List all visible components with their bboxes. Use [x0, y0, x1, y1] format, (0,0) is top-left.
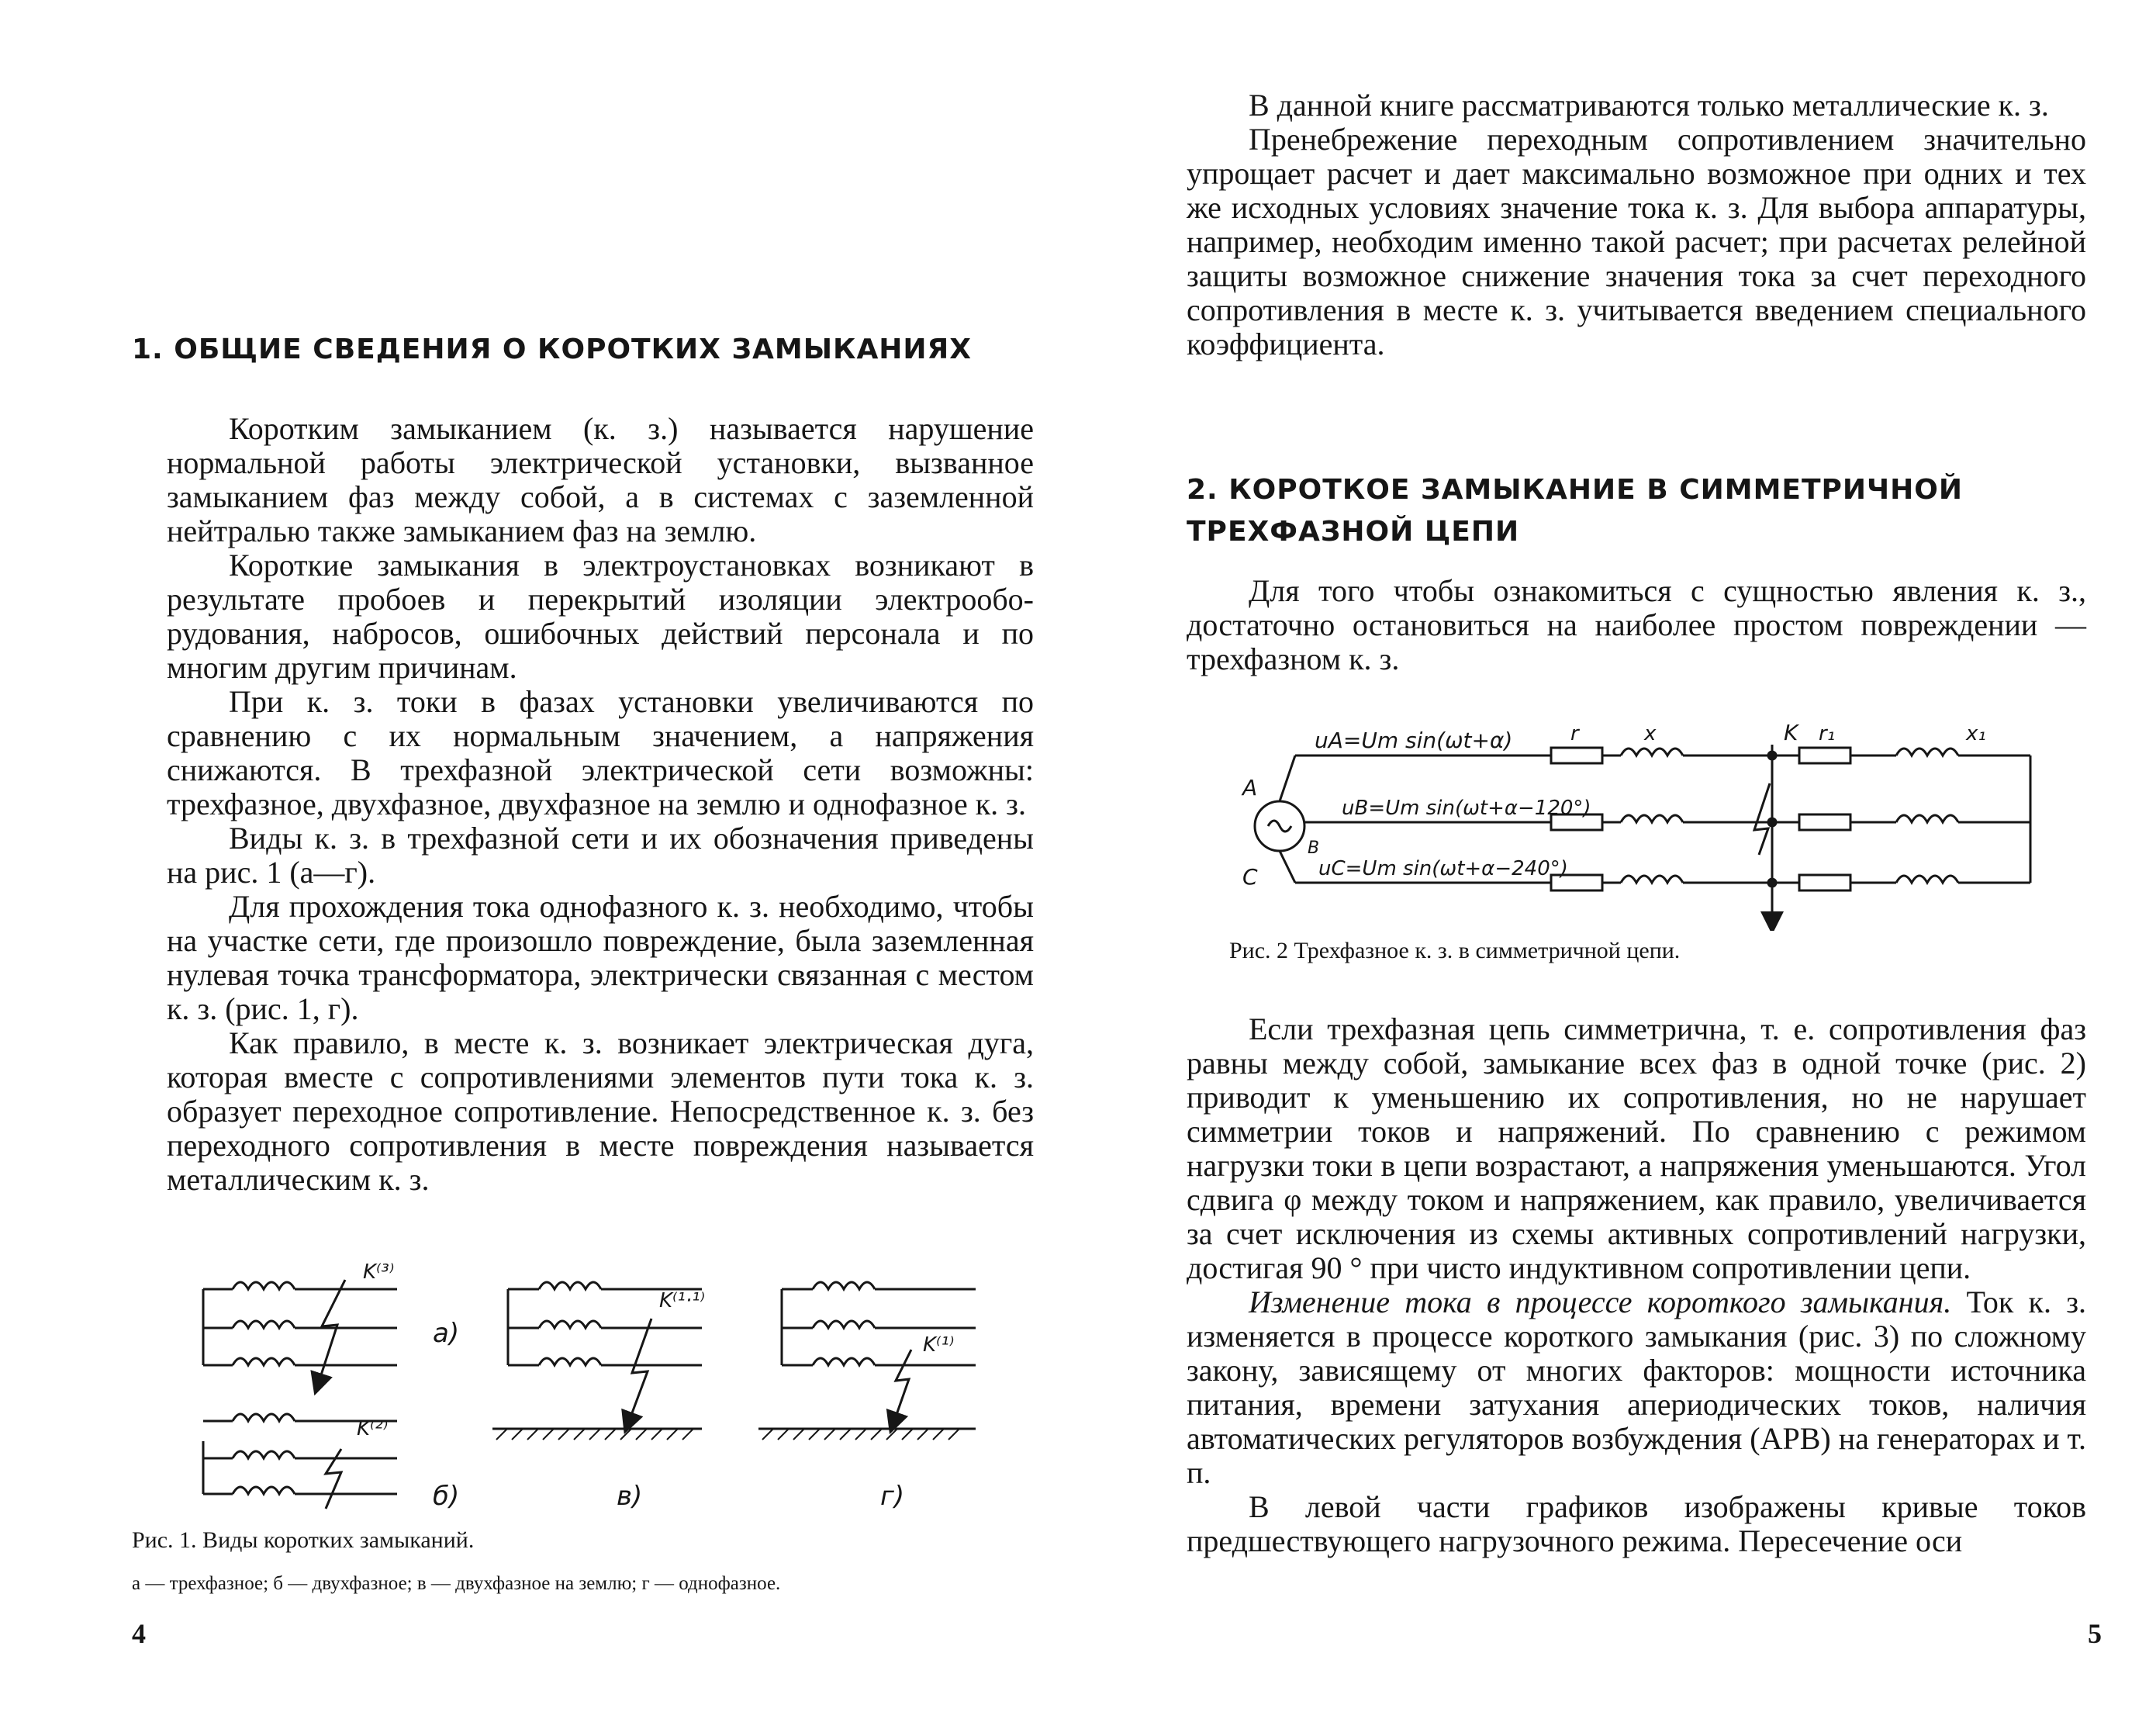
diagram-a-three-phase	[203, 1280, 397, 1385]
label-r1: r₁	[1819, 722, 1836, 745]
label-phase-a: A	[1242, 775, 1258, 800]
label-k3: K⁽³⁾	[363, 1260, 395, 1284]
label-k2: K⁽²⁾	[357, 1417, 389, 1440]
paragraph: Пренебрежение переходным сопротивлением значительно упрощает расчет и дает максимально возможное при одних и тех же исходных условиях значение тока к. з. Для выбора аппаратуры, например, необходим именно такой расчет; при расчетах релейной защиты возможное снижение значения тока за счет переходного сопротивления в месте к. з. учитывается введением специального коэффициента.	[1187, 122, 2086, 361]
figure-1-caption: Рис. 1. Виды коротких замыканий.	[132, 1527, 475, 1553]
right-intro2-text	[1187, 574, 2086, 676]
figure-1-fault-types	[186, 1249, 1008, 1513]
paragraph: В данной книге рассматриваются только металлические к. з.	[1249, 88, 2049, 123]
label-v: в)	[617, 1481, 643, 1512]
right-page	[1078, 0, 2156, 1715]
right-intro-text	[1187, 88, 2086, 361]
paragraph: Если трехфазная цепь симметрична, т. е. сопротивления фаз равны между собой, замыкание всех фаз в одной точке (рис. 2) приводит к уменьшению их сопротивления, но не нарушает симметрии токов и напряжений. По сравнению с режимом нагрузки токи в цепи возрастают, а напряжения уменьшаются. Угол сдвига φ между током и напряжением, как правило, увеличивается за счет исключения из схемы активных сопротивлений нагрузки, достигая 90 ° при чисто индуктивном сопротивлении цепи.	[1187, 1011, 2086, 1285]
diagram-g-single-phase	[758, 1282, 976, 1440]
label-r: r	[1570, 722, 1579, 745]
right-body-text	[1187, 1012, 2086, 1558]
paragraph: Для прохождения тока однофазного к. з. необходимо, чтобы на участке сети, где произошло повреждение, была заземленная нулевая точка трансформатора, электрически связанная с местом к. з. (рис. 1, г).	[167, 889, 1034, 1026]
label-a: а)	[433, 1318, 460, 1349]
paragraph-change	[1187, 1285, 2086, 1490]
paragraph-change-text: Ток к. з. изменяется в процессе короткого замыкания (рис. 3) по сложному закону, зависящему от многих факторов: мощности источника питания, времени затухания апериодических токов, наличия автоматических регуляторов возбуждения (АРВ) на генераторах и т. п.	[1187, 1285, 2087, 1490]
label-phase-c: C	[1242, 864, 1258, 890]
paragraph: Коротким замыканием (к. з.) называется нарушение нормальной работы электрической установки, вызванное замыканием фаз между собой, а в системах с заземленной нейтралью также замыканием фаз на землю.	[167, 411, 1034, 548]
label-k11: K⁽¹·¹⁾	[659, 1289, 705, 1312]
label-k: K	[1784, 720, 1798, 745]
figure-2-three-phase-circuit	[1241, 714, 2071, 931]
page-number-right: 5	[2088, 1618, 2102, 1649]
left-body-text	[167, 412, 1034, 1197]
section-heading-1: 1. ОБЩИЕ СВЕДЕНИЯ О КОРОТКИХ ЗАМЫКАНИЯХ	[132, 334, 973, 365]
label-ua: uA=Um sin(ωt+α)	[1315, 728, 1513, 753]
paragraph: В левой части графиков изображены кривые токов предшествующего нагрузочного режима. Пересечение оси	[1187, 1489, 2086, 1558]
paragraph: При к. з. токи в фазах установки увеличиваются по сравнению с их нормальным значением, а напряжения снижаются. В трехфазной электрической сети возможны: трехфазное, двухфазное, двухфазное на землю и однофазное к. з.	[167, 684, 1034, 821]
label-phase-b: B	[1308, 838, 1320, 858]
paragraph: Виды к. з. в трехфазной сети и их обозначения приведены на рис. 1 (а—г).	[167, 821, 1034, 890]
paragraph: Как правило, в месте к. з. возникает электрическая дуга, которая вместе с сопротивлениями элементов пути тока к. з. образует переходное сопротивление. Непосредственное к. з. без переходного сопротивления в месте повреждения называется металлическим к. з.	[167, 1025, 1034, 1197]
label-k1: K⁽¹⁾	[923, 1333, 955, 1357]
figure-2-caption: Рис. 2 Трехфазное к. з. в симметричной цепи.	[1229, 938, 1681, 963]
figure-1-legend: а — трехфазное; б — двухфазное; в — двухфазное на землю; г — однофазное.	[132, 1573, 781, 1594]
paragraph: Для того чтобы ознакомиться с сущностью явления к. з., достаточно остановиться на наиболее простом повреждении — трехфазном к. з.	[1187, 573, 2086, 676]
label-b: б)	[433, 1481, 460, 1512]
paragraph: Короткие замыкания в электроустановках возникают в результате пробоев и перекрытий изоляции электрооборудования, набросов, ошибочных действий персонала и по многим другим причинам.	[167, 548, 1034, 685]
label-ub: uB=Um sin(ωt+α−120°)	[1342, 797, 1591, 820]
section-heading-2-line2: ТРЕХФАЗНОЙ ЦЕПИ	[1187, 516, 1520, 548]
section-heading-2-line1: 2. КОРОТКОЕ ЗАМЫКАНИЕ В СИММЕТРИЧНОЙ	[1187, 474, 1964, 506]
italic-subheading: Изменение тока в процессе короткого замыкания.	[1249, 1285, 1952, 1319]
label-uc: uC=Um sin(ωt+α−240°)	[1318, 857, 1568, 880]
page-number-left: 4	[132, 1618, 146, 1649]
label-x1: x₁	[1966, 722, 1986, 745]
label-g: г)	[880, 1481, 905, 1512]
section-heading-2	[1187, 469, 2102, 553]
label-x: x	[1644, 722, 1657, 745]
